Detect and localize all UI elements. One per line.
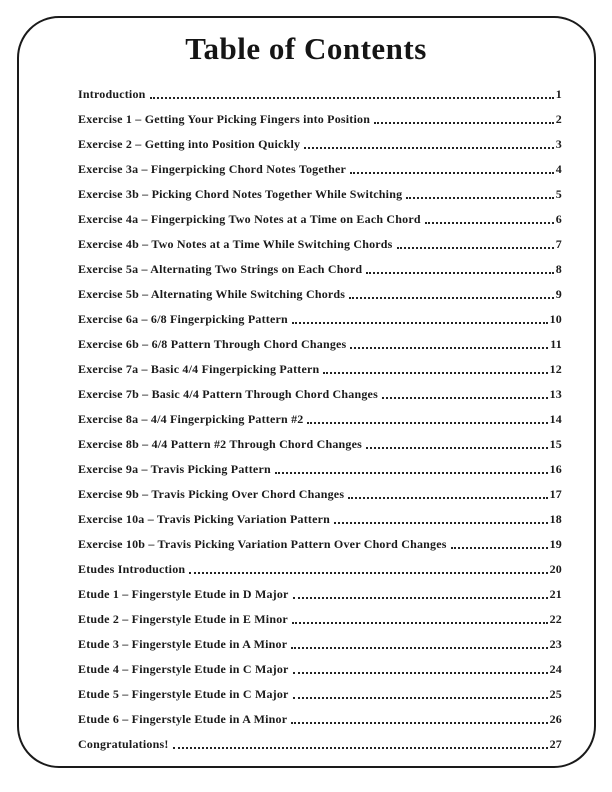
dot-leader: [292, 607, 548, 624]
toc-entry-label: Exercise 10b – Travis Picking Variation Pattern Over Chord Changes: [78, 537, 447, 551]
dot-leader: [334, 507, 548, 524]
toc-entry-page: 14: [549, 412, 562, 426]
dot-leader: [425, 207, 554, 224]
toc-entry-page: 10: [549, 312, 562, 326]
dot-leader: [293, 682, 548, 699]
toc-entry-page: 15: [549, 437, 562, 451]
toc-entry: [78, 157, 562, 182]
toc-entry-page: 5: [555, 187, 562, 201]
toc-entry: [78, 657, 562, 682]
toc-entry: [78, 707, 562, 732]
toc-entry-label: Exercise 5a – Alternating Two Strings on Each Chord: [78, 262, 363, 276]
toc-entry-page: 3: [555, 137, 562, 151]
toc-entry-label: Exercise 2 – Getting into Position Quickly: [78, 137, 301, 151]
toc-entry-label: Exercise 7a – Basic 4/4 Fingerpicking Pattern: [78, 362, 320, 376]
toc-entry: [78, 357, 562, 382]
toc-entry: [78, 582, 562, 607]
toc-entry-page: 27: [549, 737, 562, 751]
dot-leader: [374, 107, 554, 124]
page-title: Table of Contents: [185, 31, 427, 66]
toc-entry-page: 18: [549, 512, 562, 526]
dot-leader: [382, 382, 548, 399]
toc-entry-page: 13: [549, 387, 562, 401]
toc-entry: [78, 482, 562, 507]
toc-entry-label: Exercise 4b – Two Notes at a Time While Switching Chords: [78, 237, 393, 251]
dot-leader: [348, 482, 547, 499]
toc-entry-page: 16: [549, 462, 562, 476]
dot-leader: [189, 557, 547, 574]
toc-entry: [78, 732, 562, 757]
toc-entry-page: 21: [549, 587, 562, 601]
dot-leader: [293, 657, 548, 674]
toc-entry: [78, 107, 562, 132]
toc-entry: [78, 257, 562, 282]
toc-entry-page: 8: [555, 262, 562, 276]
toc-entry: [78, 507, 562, 532]
toc-entry: [78, 207, 562, 232]
toc-entry-label: Exercise 5b – Alternating While Switching Chords: [78, 287, 346, 301]
toc-entry: [78, 682, 562, 707]
toc-entry-label: Etude 4 – Fingerstyle Etude in C Major: [78, 662, 289, 676]
toc-entry: [78, 282, 562, 307]
toc-entry-page: 4: [555, 162, 562, 176]
toc-entry: [78, 432, 562, 457]
toc-entry-label: Etude 1 – Fingerstyle Etude in D Major: [78, 587, 289, 601]
toc-entry: [78, 232, 562, 257]
toc-entry-page: 19: [549, 537, 562, 551]
dot-leader: [291, 707, 547, 724]
toc-entry-page: 23: [549, 637, 562, 651]
toc-entry: [78, 307, 562, 332]
dot-leader: [406, 182, 554, 199]
toc-entry-label: Exercise 3b – Picking Chord Notes Together While Switching: [78, 187, 403, 201]
dot-leader: [366, 432, 548, 449]
dot-leader: [323, 357, 547, 374]
toc-entry-label: Exercise 4a – Fingerpicking Two Notes at a Time on Each Chord: [78, 212, 421, 226]
toc-entry-page: 26: [549, 712, 562, 726]
toc-entry-label: Exercise 6b – 6/8 Pattern Through Chord Changes: [78, 337, 347, 351]
toc-entry-page: 22: [549, 612, 562, 626]
toc-entry-label: Etude 2 – Fingerstyle Etude in E Minor: [78, 612, 288, 626]
toc-entry-label: Etude 5 – Fingerstyle Etude in C Major: [78, 687, 289, 701]
toc-entry: [78, 632, 562, 657]
toc-entry-label: Etudes Introduction: [78, 562, 186, 576]
dot-leader: [307, 407, 547, 424]
dot-leader: [350, 157, 554, 174]
toc-entry-page: 9: [555, 287, 562, 301]
toc-entry-label: Exercise 8b – 4/4 Pattern #2 Through Chord Changes: [78, 437, 363, 451]
toc-entry-page: 11: [550, 337, 562, 351]
toc-entry-page: 25: [549, 687, 562, 701]
dot-leader: [349, 282, 554, 299]
toc-entry-page: 12: [549, 362, 562, 376]
toc-entry: [78, 532, 562, 557]
toc-entry-page: 2: [555, 112, 562, 126]
toc-entry: [78, 132, 562, 157]
toc-entry: [78, 557, 562, 582]
toc-entry-label: Exercise 9b – Travis Picking Over Chord Changes: [78, 487, 345, 501]
toc-entry: [78, 382, 562, 407]
toc-entry: [78, 607, 562, 632]
dot-leader: [397, 232, 554, 249]
dot-leader: [451, 532, 548, 549]
toc-entry-label: Exercise 9a – Travis Picking Pattern: [78, 462, 271, 476]
toc-entry-page: 7: [555, 237, 562, 251]
dot-leader: [304, 132, 554, 149]
toc-entry-page: 17: [549, 487, 562, 501]
toc-entry-label: Etude 6 – Fingerstyle Etude in A Minor: [78, 712, 288, 726]
toc-entry: [78, 182, 562, 207]
dot-leader: [366, 257, 554, 274]
toc-entry-label: Exercise 3a – Fingerpicking Chord Notes Together: [78, 162, 347, 176]
toc-entry-label: Introduction: [78, 87, 146, 101]
toc-list: [78, 82, 562, 757]
toc-entry-page: 24: [549, 662, 562, 676]
dot-leader: [291, 632, 547, 649]
toc-entry: [78, 332, 562, 357]
toc-entry: [78, 82, 562, 107]
toc-entry-label: Exercise 1 – Getting Your Picking Fingers into Position: [78, 112, 371, 126]
dot-leader: [293, 582, 548, 599]
toc-entry: [78, 457, 562, 482]
toc-entry: [78, 407, 562, 432]
toc-entry-label: Congratulations!: [78, 737, 169, 751]
toc-entry-label: Exercise 10a – Travis Picking Variation Pattern: [78, 512, 331, 526]
dot-leader: [292, 307, 548, 324]
dot-leader: [150, 82, 554, 99]
toc-entry-page: 20: [549, 562, 562, 576]
dot-leader: [275, 457, 548, 474]
toc-entry-label: Exercise 7b – Basic 4/4 Pattern Through Chord Changes: [78, 387, 378, 401]
toc-entry-label: Etude 3 – Fingerstyle Etude in A Minor: [78, 637, 288, 651]
dot-leader: [173, 732, 548, 749]
toc-entry-page: 6: [555, 212, 562, 226]
toc-entry-label: Exercise 8a – 4/4 Fingerpicking Pattern #2: [78, 412, 304, 426]
toc-entry-label: Exercise 6a – 6/8 Fingerpicking Pattern: [78, 312, 288, 326]
toc-entry-page: 1: [555, 87, 562, 101]
dot-leader: [350, 332, 548, 349]
